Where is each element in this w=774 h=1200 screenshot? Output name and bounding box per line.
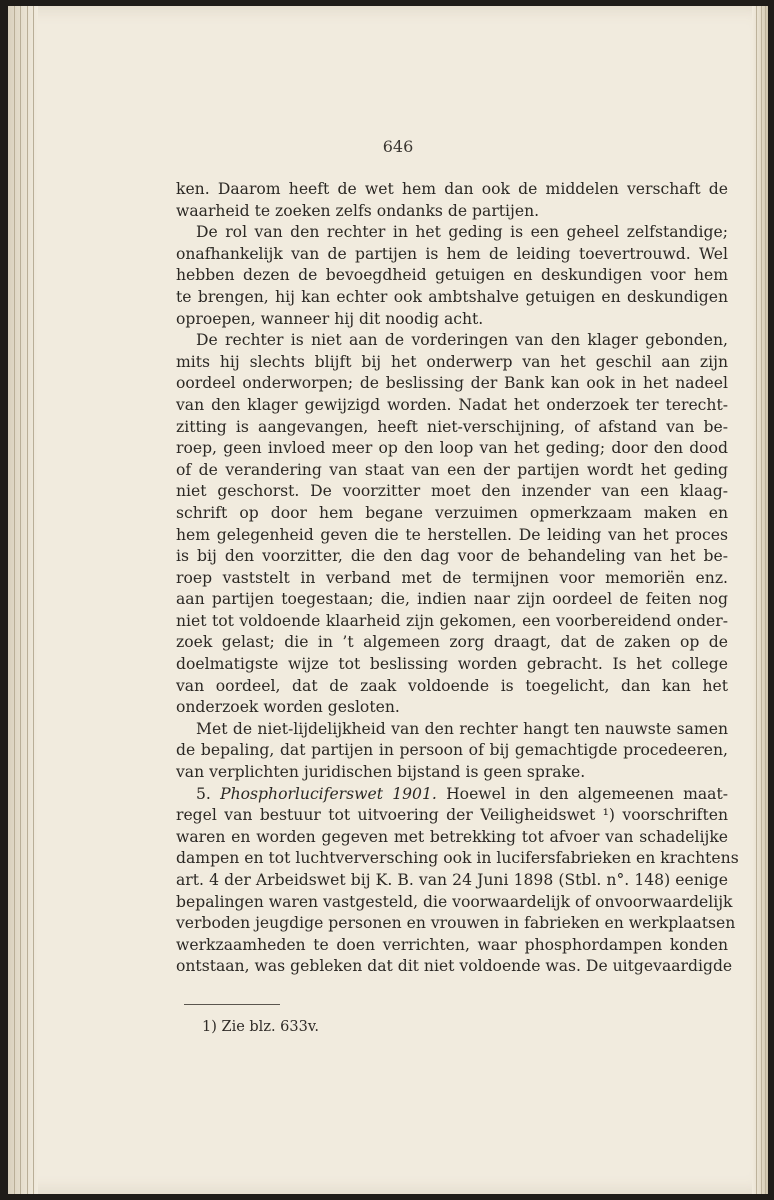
section-first-line-text: Hoewel in den algemeenen maat- bbox=[446, 784, 728, 803]
text-line: regel van bestuur tot uitvoering der Veiligheidswet ¹) voorschriften bbox=[176, 806, 728, 825]
text-line: niet geschorst. De voorzitter moet den inzender van een klaag- bbox=[176, 482, 728, 501]
text-line: De rechter is niet aan de vorderingen van den klager gebonden, bbox=[196, 331, 728, 350]
footnote-rule bbox=[184, 1004, 280, 1005]
text-line: aan partijen toegestaan; die, indien naar zijn oordeel de feiten nog bbox=[176, 590, 728, 609]
text-line: van verplichten juridischen bijstand is geen sprake. bbox=[176, 763, 586, 782]
text-line: zoek gelast; die in ’t algemeen zorg draagt, dat de zaken op de bbox=[176, 633, 728, 652]
text-line: De rol van den rechter in het geding is een geheel zelfstandige; bbox=[196, 223, 728, 242]
text-line: is bij den voorzitter, die den dag voor de behandeling van het be- bbox=[176, 547, 728, 566]
section-number: 5. bbox=[196, 784, 211, 803]
text-line: schrift op door hem begane verzuimen opmerkzaam maken en bbox=[176, 503, 728, 522]
paragraph bbox=[176, 330, 728, 719]
text-line: ken. Daarom heeft de wet hem dan ook de middelen verschaft de bbox=[176, 180, 728, 198]
text-line: bepalingen waren vastgesteld, die voorwaardelijk of onvoorwaardelijk bbox=[176, 892, 733, 911]
text-line: roep vaststelt in verband met de termijnen voor memoriën enz. bbox=[176, 568, 728, 587]
text-line: waarheid te zoeken zelfs ondanks de partijen. bbox=[176, 201, 540, 220]
text-line: Met de niet-lijdelijkheid van den rechter hangt ten nauwste samen bbox=[196, 719, 728, 738]
page-edge bbox=[752, 6, 768, 1194]
book-page bbox=[8, 6, 768, 1194]
footnote: 1) Zie blz. 633v. bbox=[202, 1019, 319, 1035]
text-line: dampen en tot luchtverversching ook in lucifersfabrieken en krachtens bbox=[176, 849, 739, 868]
text-line: niet tot voldoende klaarheid zijn gekomen, een voorbereidend onder- bbox=[176, 611, 728, 630]
text-line: van oordeel, dat de zaak voldoende is toegelicht, dan kan het bbox=[176, 676, 728, 695]
page-number: 646 bbox=[382, 137, 414, 156]
paragraph bbox=[176, 719, 728, 784]
text-line: werkzaamheden te doen verrichten, waar phosphordampen konden bbox=[176, 935, 728, 954]
paragraph bbox=[176, 222, 728, 330]
text-line: ontstaan, was gebleken dat dit niet voldoende was. De uitgevaardigde bbox=[176, 957, 733, 976]
text-line: mits hij slechts blijft bij het onderwerp van het geschil aan zijn bbox=[176, 352, 728, 371]
paragraph bbox=[176, 179, 728, 222]
text-line: oproepen, wanneer hij dit noodig acht. bbox=[176, 309, 484, 328]
text-line: oordeel onderworpen; de beslissing der Bank kan ook in het nadeel bbox=[176, 374, 728, 393]
text-line: waren en worden gegeven met betrekking tot afvoer van schadelijke bbox=[176, 827, 728, 846]
text-line: onafhankelijk van de partijen is hem de leiding toevertrouwd. Wel bbox=[176, 244, 728, 263]
text-line: te brengen, hij kan echter ook ambtshalve getuigen en deskundigen bbox=[176, 287, 728, 306]
section-paragraph bbox=[176, 784, 739, 978]
text-line: hebben dezen de bevoegdheid getuigen en deskundigen voor hem bbox=[176, 266, 728, 285]
body-text bbox=[176, 179, 739, 978]
text-line: hem gelegenheid geven die te herstellen. De leiding van het proces bbox=[176, 525, 728, 544]
section-title: Phosphorluciferswet 1901. bbox=[220, 784, 437, 803]
text-line: doelmatigste wijze tot beslissing worden gebracht. Is het college bbox=[176, 655, 728, 674]
text-line: onderzoek worden gesloten. bbox=[176, 698, 400, 717]
text-line: art. 4 der Arbeidswet bij K. B. van 24 Juni 1898 (Stbl. n°. 148) eenige bbox=[176, 871, 728, 889]
text-line: de bepaling, dat partijen in persoon of bij gemachtigde procedeeren, bbox=[176, 741, 728, 760]
text-line: roep, geen invloed meer op den loop van het geding; door den dood bbox=[176, 439, 728, 458]
text-line: van den klager gewijzigd worden. Nadat het onderzoek ter terecht- bbox=[176, 395, 728, 414]
text-line: verboden jeugdige personen en vrouwen in fabrieken en werkplaatsen bbox=[176, 914, 736, 933]
text-line: of de verandering van staat van een der partijen wordt het geding bbox=[176, 460, 728, 479]
page-gutter bbox=[8, 6, 38, 1194]
text-line: zitting is aangevangen, heeft niet-verschijning, of afstand van be- bbox=[176, 417, 728, 436]
section-first-line bbox=[176, 784, 728, 806]
